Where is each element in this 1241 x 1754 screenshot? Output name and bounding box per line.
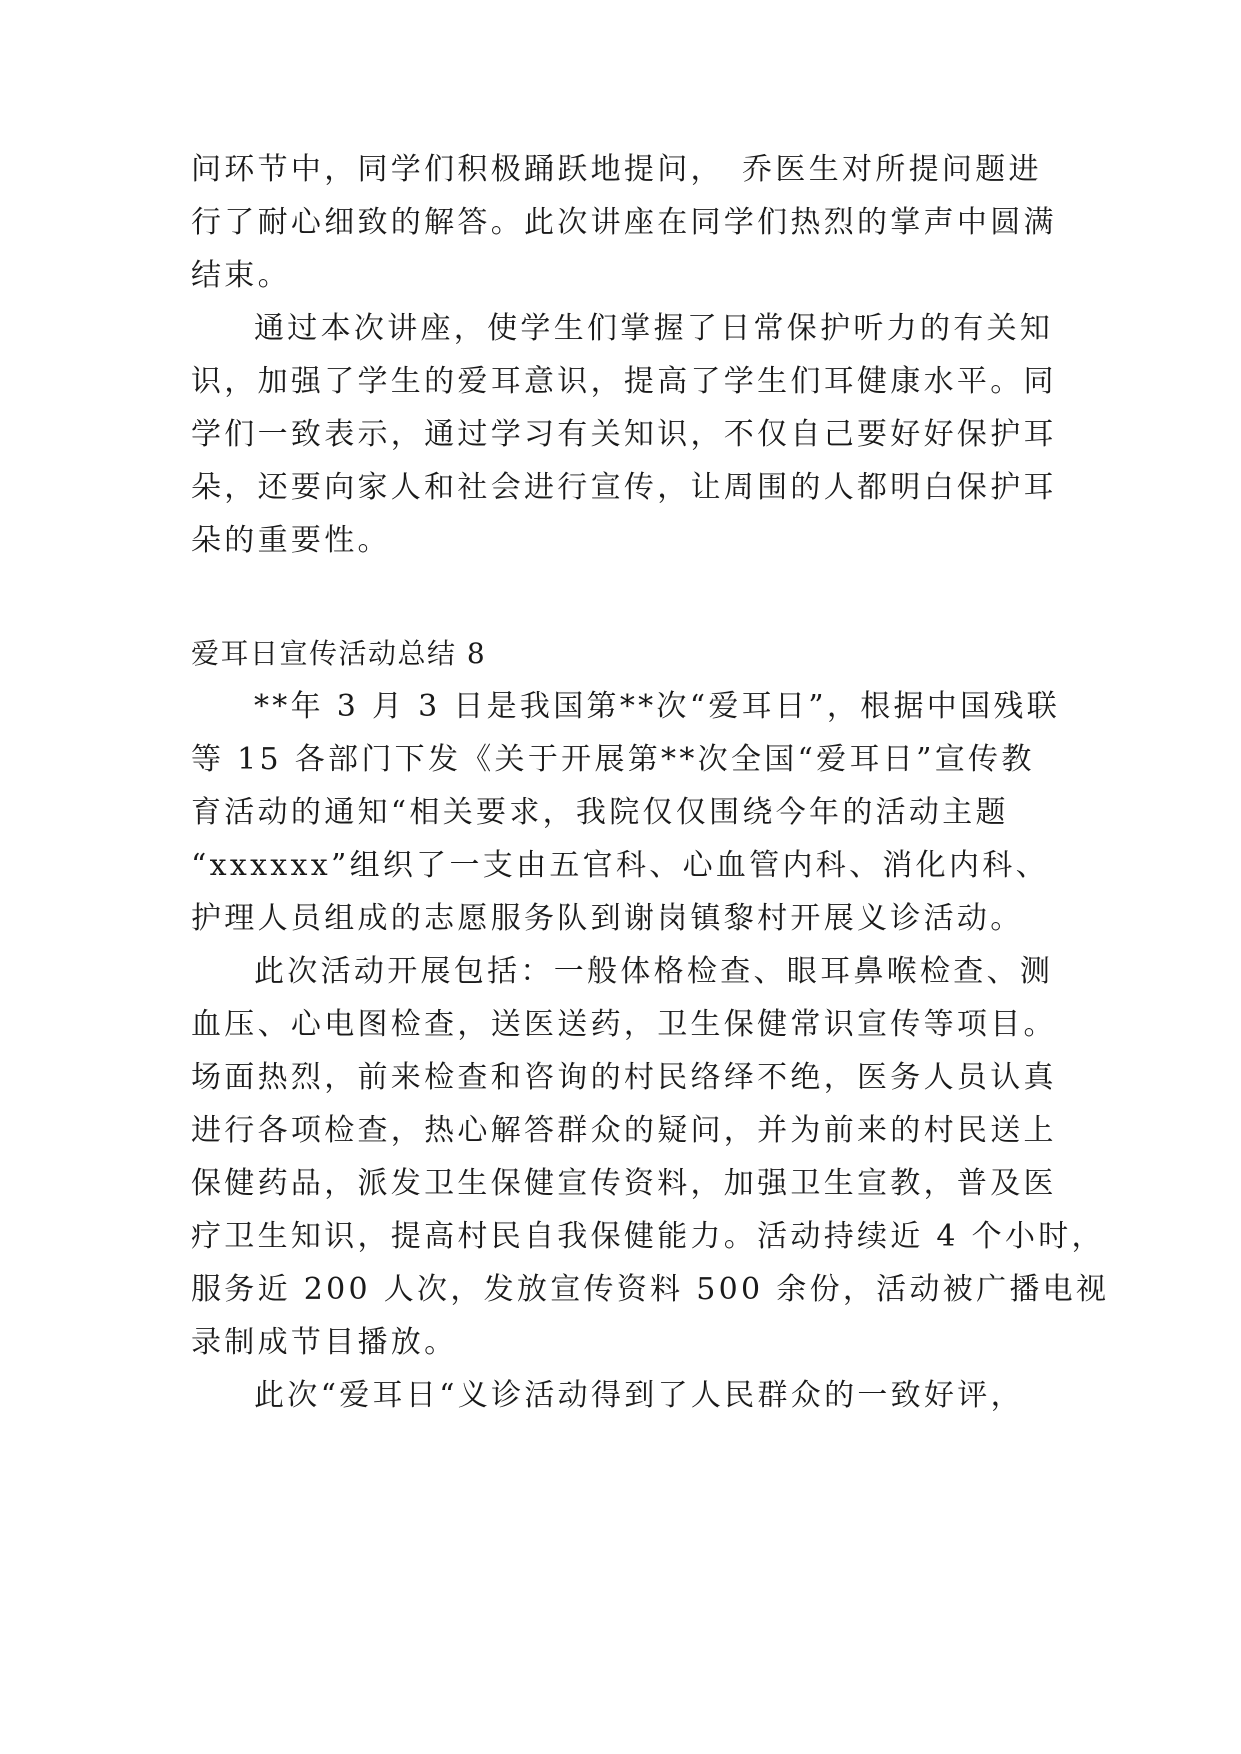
- text-line: **年 3 月 3 日是我国第**次“爱耳日”，根据中国残联: [254, 689, 1060, 724]
- text-line: 结束。: [191, 258, 291, 293]
- text-line: 护理人员组成的志愿服务队到谢岗镇黎村开展义诊活动。: [191, 901, 1024, 936]
- text-line: 等 15 各部门下发《关于开展第**次全国“爱耳日”宣传教: [191, 742, 1035, 777]
- text-line: 此次“爱耳日“义诊活动得到了人民群众的一致好评，: [254, 1378, 1024, 1413]
- text-line: 疗卫生知识，提高村民自我保健能力。活动持续近 4 个小时，: [191, 1219, 1105, 1254]
- section-heading: 爱耳日宣传活动总结 8: [191, 637, 487, 670]
- text-line: 录制成节目播放。: [191, 1325, 458, 1360]
- text-line: 通过本次讲座，使学生们掌握了日常保护听力的有关知: [254, 311, 1054, 346]
- text-line: 朵的重要性。: [191, 523, 391, 558]
- text-line: 场面热烈，前来检查和咨询的村民络绎不绝，医务人员认真: [191, 1060, 1057, 1095]
- text-line: 保健药品，派发卫生保健宣传资料，加强卫生宣教，普及医: [191, 1166, 1057, 1201]
- text-line: 服务近 200 人次，发放宣传资料 500 余份，活动被广播电视: [191, 1272, 1110, 1307]
- text-line: 问环节中，同学们积极踊跃地提问， 乔医生对所提问题进: [191, 152, 1042, 187]
- text-line: 进行各项检查，热心解答群众的疑问，并为前来的村民送上: [191, 1113, 1057, 1148]
- text-line: 此次活动开展包括：一般体格检查、眼耳鼻喉检查、测: [254, 954, 1054, 989]
- text-line: 识，加强了学生的爱耳意识，提高了学生们耳健康水平。同: [191, 364, 1057, 399]
- text-line: 朵，还要向家人和社会进行宣传，让周围的人都明白保护耳: [191, 470, 1057, 505]
- text-line: 行了耐心细致的解答。此次讲座在同学们热烈的掌声中圆满: [191, 205, 1057, 240]
- text-line: 血压、心电图检查，送医送药，卫生保健常识宣传等项目。: [191, 1007, 1057, 1042]
- text-line: “xxxxxx”组织了一支由五官科、心血管内科、消化内科、: [191, 848, 1049, 883]
- text-line: 学们一致表示，通过学习有关知识，不仅自己要好好保护耳: [191, 417, 1057, 452]
- text-line: 育活动的通知“相关要求，我院仅仅围绕今年的活动主题: [191, 795, 1009, 830]
